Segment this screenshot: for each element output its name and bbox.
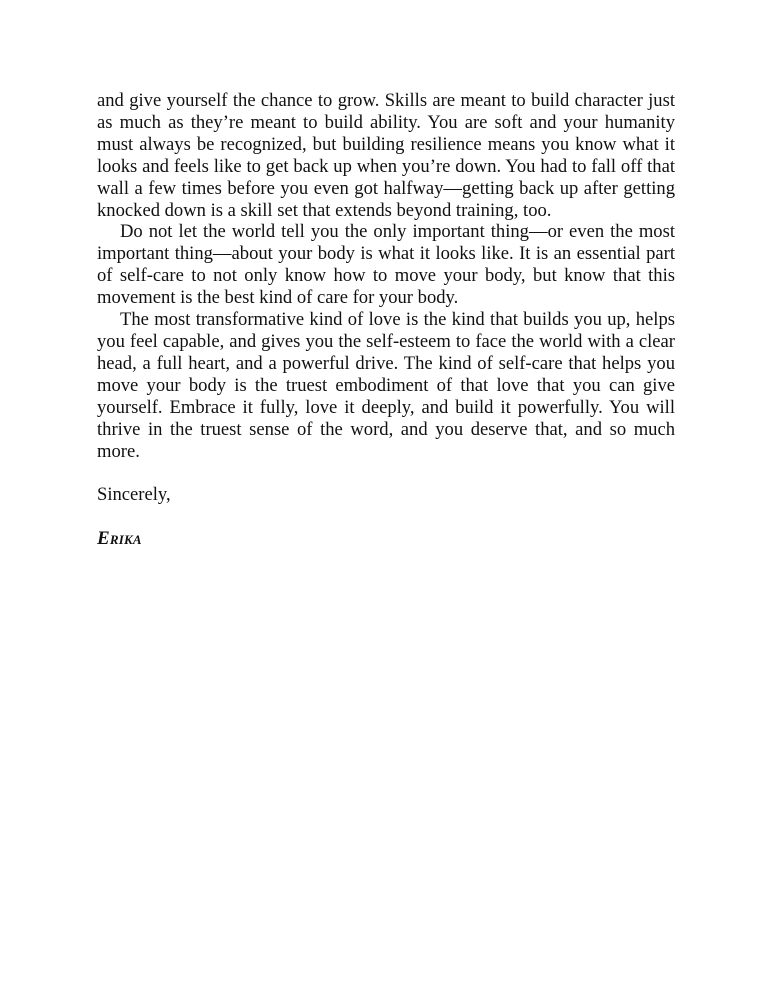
- body-paragraph-1: and give yourself the chance to grow. Skills are meant to build character just as much as they’re meant to build ability. You are soft and your humanity must always be recognized, but building resilience means you know what it looks and feels like to get back up when you’re down. You had to fall off that wall a few times before you even got halfway—getting back up after getting knocked down is a skill set that extends beyond training, too.: [97, 90, 675, 221]
- letter-page: [97, 90, 675, 550]
- body-paragraph-2: Do not let the world tell you the only important thing—or even the most important thing—about your body is what it looks like. It is an essential part of self-care to not only know how to move your body, but know that this movement is the best kind of care for your body.: [97, 221, 675, 309]
- signature: Erika: [97, 528, 142, 550]
- letter-closing: Sincerely,: [97, 484, 171, 506]
- body-paragraph-3: The most transformative kind of love is the kind that builds you up, helps you feel capable, and gives you the self-esteem to face the world with a clear head, a full heart, and a powerful drive. The kind of self-care that helps you move your body is the truest embodiment of that love that you can give yourself. Embrace it fully, love it deeply, and build it powerfully. You will thrive in the truest sense of the word, and you deserve that, and so much more.: [97, 309, 675, 462]
